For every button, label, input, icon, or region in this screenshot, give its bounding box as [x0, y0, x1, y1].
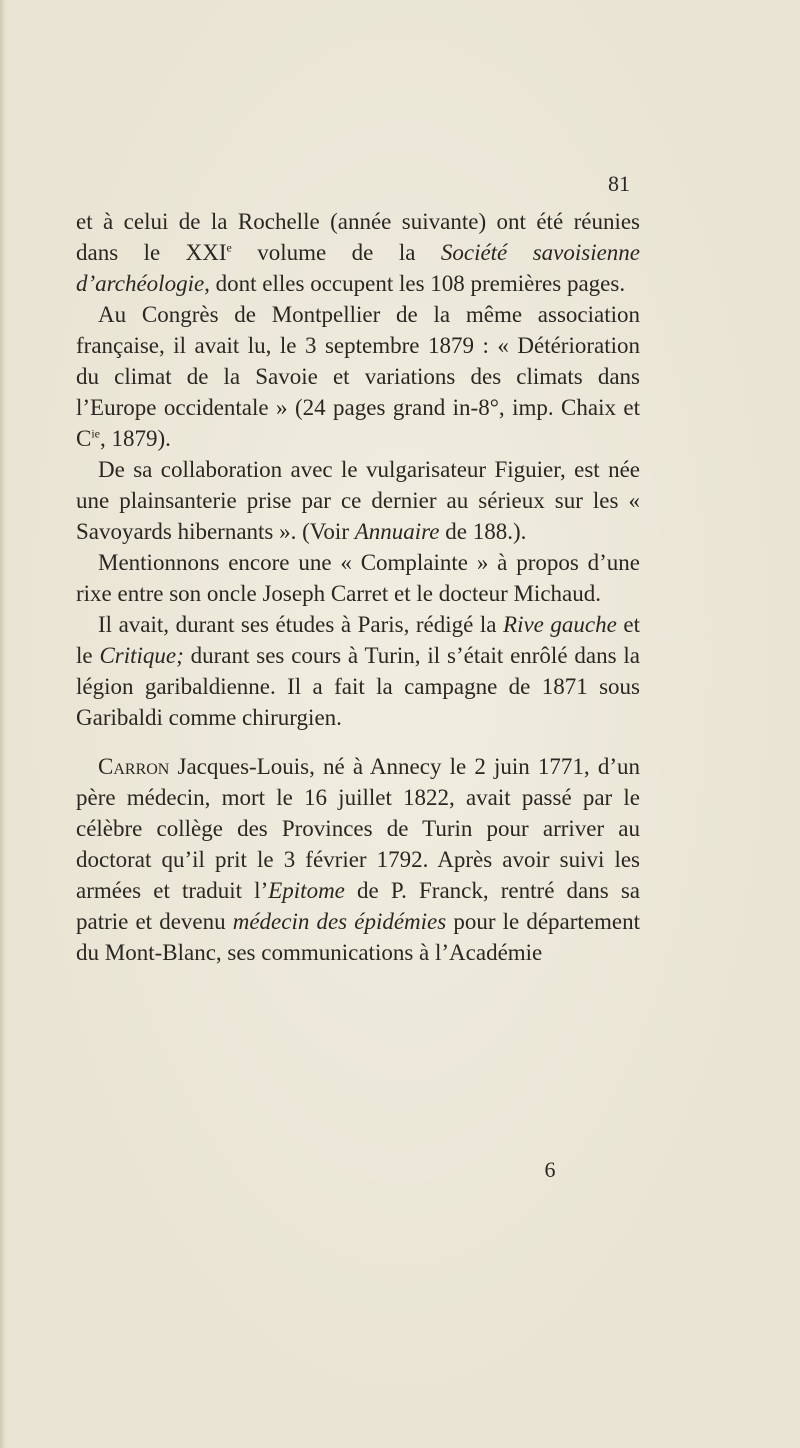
italic-title: Annuaire	[354, 519, 440, 544]
italic-title: médecin des épidémies	[232, 909, 447, 934]
text-run: pour le département du Mont-Blanc, ses communications à l’Académie	[76, 909, 641, 965]
paragraph-1	[76, 206, 640, 299]
paragraph-5	[76, 609, 640, 733]
page-edge-shadow	[0, 0, 6, 1448]
text-run: de P. Franck, rentré dans sa patrie et devenu	[76, 878, 640, 934]
text-run: Mentionnons encore une « Complainte » à propos d’une rixe entre son oncle Joseph Carret et le docteur Michaud.	[76, 550, 640, 606]
page-number: 81	[608, 171, 630, 196]
text-run: et à celui de la Rochelle (année suivante) ont été réunies dans le XXI	[76, 209, 640, 265]
section-gap	[76, 733, 640, 751]
text-run: et le	[76, 612, 640, 668]
italic-title: Rive gauche	[503, 612, 617, 637]
italic-title: Société savoisienne d’archéologie,	[76, 240, 641, 296]
text-run: durant ses cours à Turin, il s’était enrôlé dans la légion garibaldienne. Il a fait la campagne de 1871 sous Garibaldi comme chirurgien.	[76, 643, 640, 730]
entry-name: Carron	[98, 754, 170, 779]
text-run: dont elles occupent les 108 premières pages.	[209, 271, 626, 296]
paragraph-2	[76, 299, 640, 454]
text-run: Au Congrès de Montpellier de la même association française, il avait lu, le 3 septembre 1879 : « Détérioration du climat de la Savoie et variations des climats dans l’Europe occidentale » (24 pages grand in-8°, imp. Chaix et C	[76, 302, 640, 451]
text-run: Jacques-Louis, né à Annecy le 2 juin 1771, d’un père médecin, mort le 16 juillet 1822, avait passé par le célèbre collège des Provinces de Turin pour arriver au doctorat qu’il prit le 3 février 1792. Après avoir suivi les armées et traduit l’	[76, 754, 640, 903]
text-run: Il avait, durant ses études à Paris, rédigé la	[98, 612, 504, 637]
signature-mark: 6	[544, 1157, 556, 1182]
paragraph-6	[76, 751, 640, 968]
italic-title: Epitome	[268, 878, 345, 903]
superscript: e	[226, 240, 232, 255]
body-text	[76, 206, 640, 968]
paragraph-3	[76, 454, 640, 547]
paragraph-4	[76, 547, 640, 609]
text-run: , 1879).	[100, 426, 171, 451]
italic-title: Critique;	[99, 643, 184, 668]
text-run: de 188.).	[439, 519, 527, 544]
text-run: volume de la	[231, 240, 441, 265]
superscript: ie	[91, 426, 101, 441]
text-run: De sa collaboration avec le vulgarisateur Figuier, est née une plainsanterie prise par ce dernier au sérieux sur les « Savoyards hibernants ». (Voir	[76, 457, 640, 544]
